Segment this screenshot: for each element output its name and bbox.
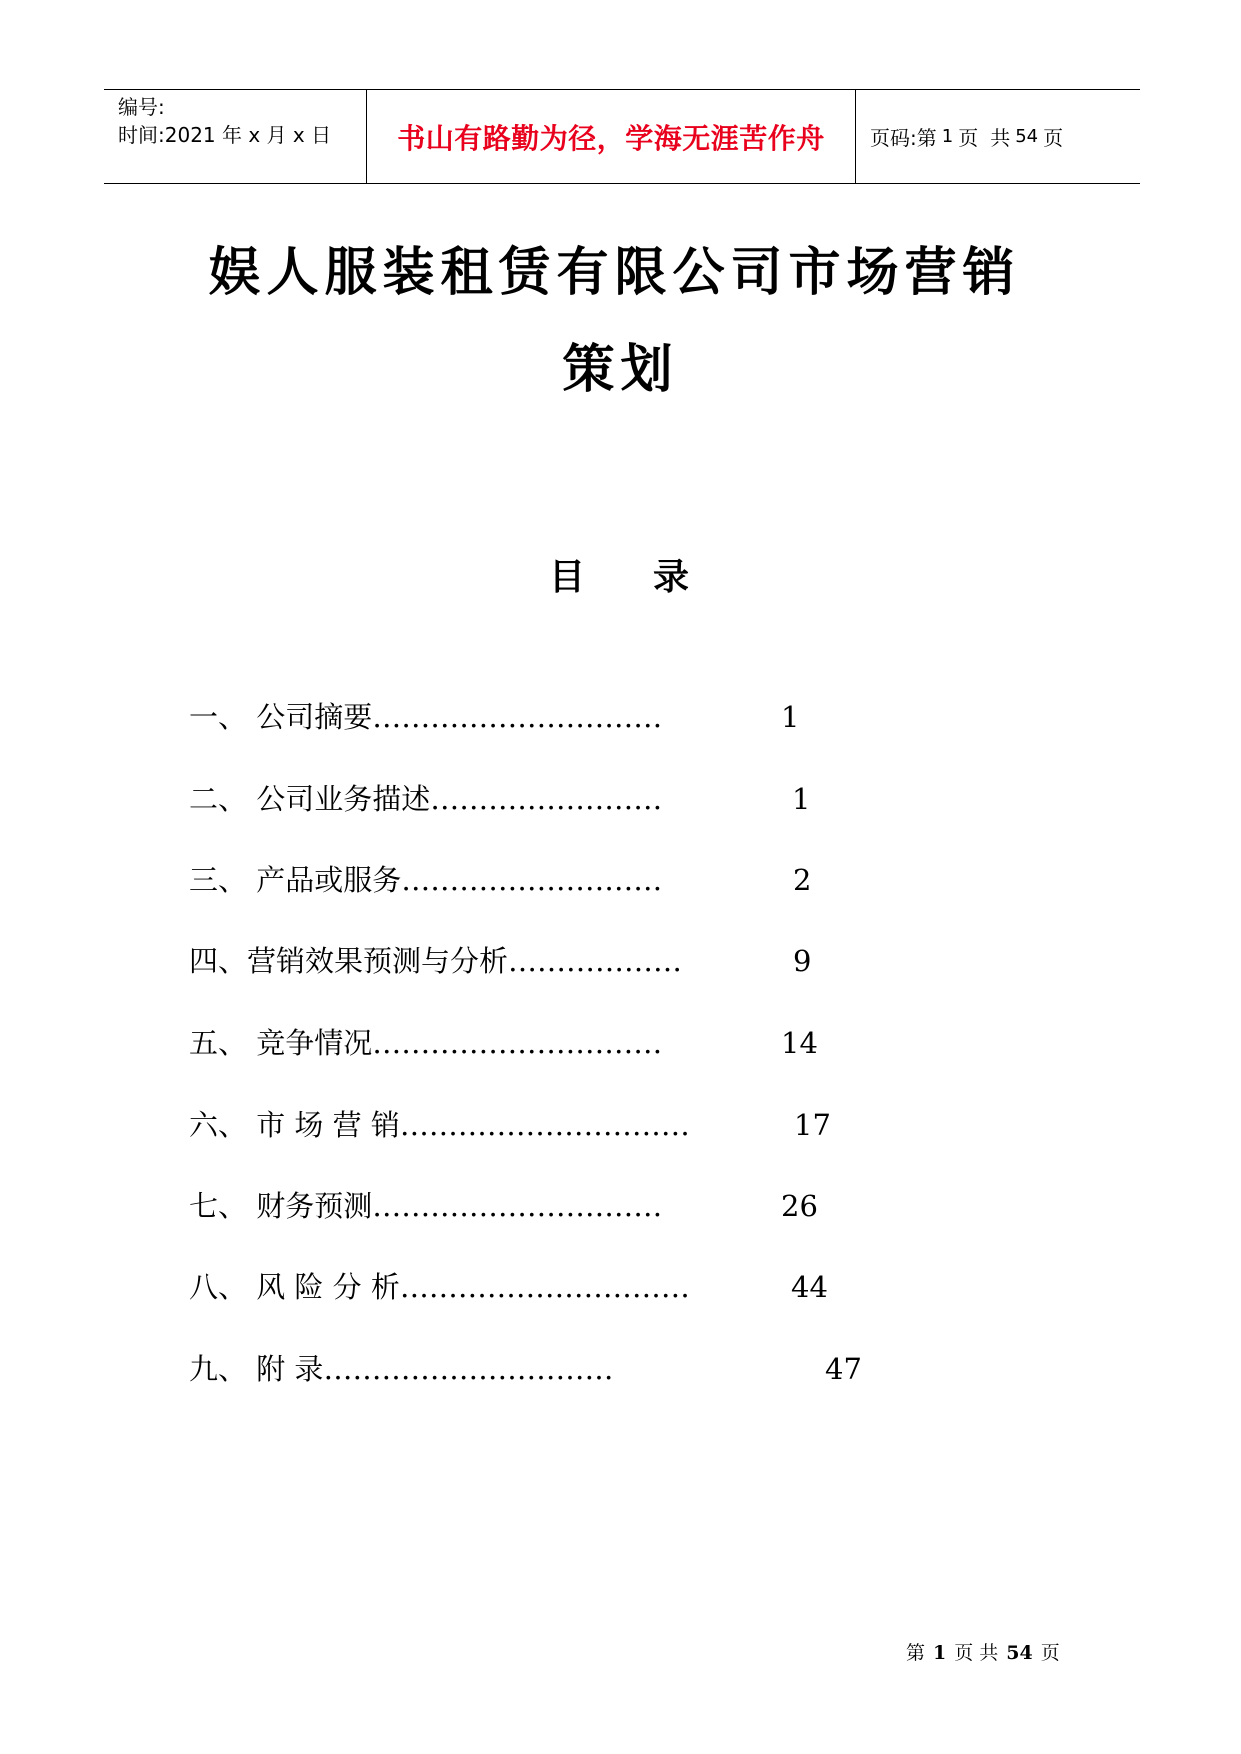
toc-item[interactable]	[189, 1186, 662, 1226]
toc-item-page: 17	[794, 1108, 831, 1142]
page-total-label: 共	[990, 126, 1011, 150]
toc-item[interactable]	[189, 697, 662, 737]
toc-item-page: 1	[781, 700, 800, 734]
toc-item-label: 五、 竞争情况	[189, 1026, 373, 1060]
motto: 书山有路勤为径，学海无涯苦作舟	[397, 121, 825, 155]
footer-prefix: 第	[906, 1642, 926, 1664]
toc-heading-right: 录	[653, 557, 690, 598]
toc-item-label: 三、 产品或服务	[189, 863, 402, 897]
toc-item-page: 26	[781, 1189, 818, 1223]
document-title-line-1: 娱人服装租赁有限公司市场营销	[208, 243, 1021, 303]
toc-item-dots: …………………………	[323, 1352, 614, 1386]
toc-item-dots: ………………………	[401, 863, 663, 897]
toc-item-label: 六、 市 场 营 销	[189, 1108, 400, 1142]
time-value: 2021 年 x 月 x 日	[164, 123, 332, 147]
toc-item-label: 二、 公司业务描述	[189, 782, 431, 816]
toc-item-dots: …………………………	[372, 700, 663, 734]
footer-total: 54	[1006, 1642, 1033, 1664]
page-total: 54	[1015, 126, 1039, 147]
toc-item-dots: …………………………	[399, 1108, 690, 1142]
toc-item-label: 八、 风 险 分 析	[189, 1270, 400, 1304]
document-title-line-2: 策划	[562, 340, 679, 400]
toc-item-page: 9	[793, 944, 812, 978]
page-unit: 页	[958, 126, 979, 150]
footer-middle: 页 共	[954, 1642, 999, 1664]
toc-item-page: 47	[825, 1352, 862, 1386]
toc-item[interactable]	[189, 941, 682, 981]
toc-item[interactable]	[189, 1267, 690, 1307]
footer-suffix: 页	[1040, 1642, 1060, 1664]
page-footer	[906, 1638, 1060, 1665]
toc-item-label: 四、营销效果预测与分析	[189, 944, 509, 978]
toc-item-dots: ………………	[508, 944, 683, 978]
page-label: 页码:第	[870, 126, 937, 150]
footer-current: 1	[933, 1642, 947, 1664]
number-label: 编号:	[118, 95, 165, 119]
toc-item-dots: ……………………	[430, 782, 663, 816]
toc-item-label: 一、 公司摘要	[189, 700, 373, 734]
page-current: 1	[941, 126, 954, 147]
toc-item-page: 1	[792, 782, 811, 816]
toc-item-page: 14	[781, 1026, 818, 1060]
toc-item[interactable]	[189, 779, 662, 819]
toc-item-page: 2	[793, 863, 812, 897]
toc-item[interactable]	[189, 860, 662, 900]
toc-item[interactable]	[189, 1105, 690, 1145]
toc-item-dots: …………………………	[399, 1270, 690, 1304]
toc-item-label: 九、 附 录	[189, 1352, 324, 1386]
toc-item-page: 44	[791, 1270, 828, 1304]
time-label: 时间:	[118, 123, 165, 147]
toc-item-label: 七、 财务预测	[189, 1189, 373, 1223]
page-total-unit: 页	[1043, 126, 1064, 150]
toc-item[interactable]	[189, 1023, 662, 1063]
toc-heading-left: 目	[549, 557, 586, 598]
toc-item-dots: …………………………	[372, 1026, 663, 1060]
toc-item[interactable]	[189, 1349, 613, 1389]
toc-item-dots: …………………………	[372, 1189, 663, 1223]
